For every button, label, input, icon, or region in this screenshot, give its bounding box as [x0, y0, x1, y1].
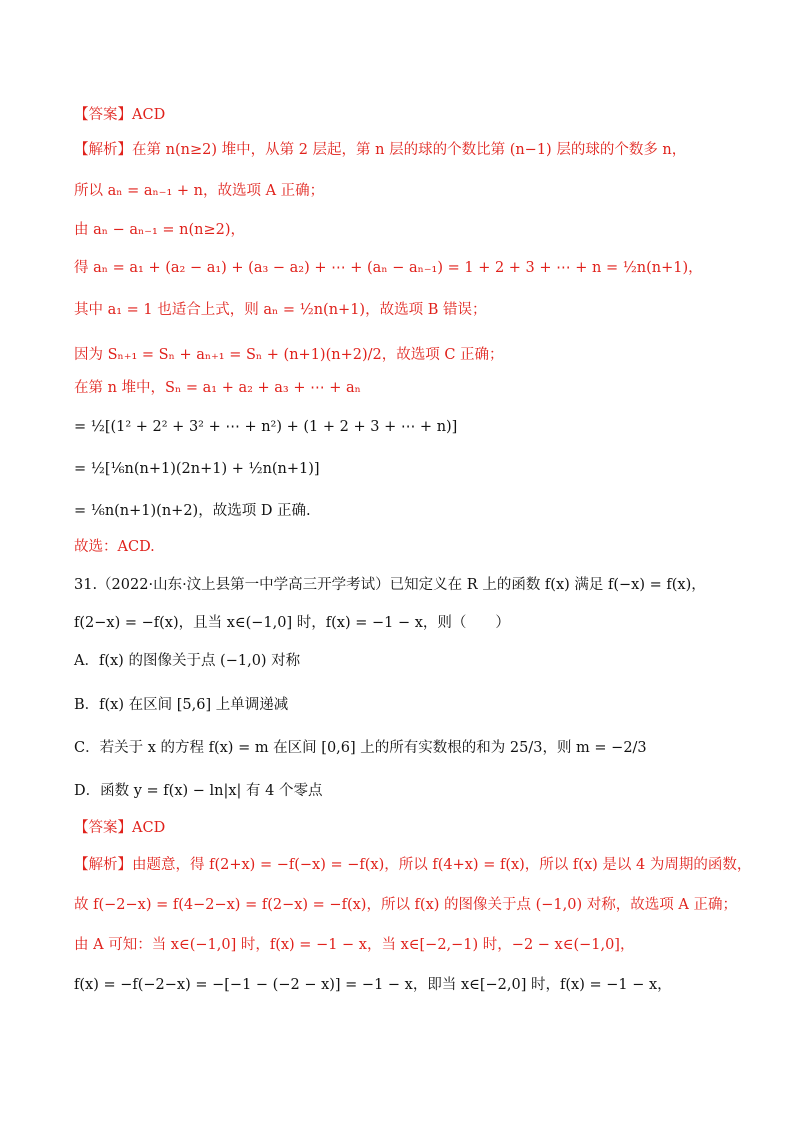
- text-line-l10: = ½[⅙n(n+1)(2n+1) + ½n(n+1)]: [74, 461, 320, 477]
- text-line-l14: f(2−x) = −f(x)，且当 x∈(−1,0] 时，f(x) = −1 − x，则（ ）: [74, 615, 510, 631]
- text-line-l13: 31.（2022·山东·汶上县第一中学高三开学考试）已知定义在 R 上的函数 f(x) 满足 f(−x) = f(x)，: [74, 577, 706, 593]
- text-line-l9: = ½[(1² + 2² + 3² + ⋯ + n²) + (1 + 2 + 3 + ⋯ + n)]: [74, 419, 458, 435]
- text-line-l1: 【答案】ACD: [74, 107, 166, 123]
- text-line-l22: 由 A 可知：当 x∈(−1,0] 时，f(x) = −1 − x，当 x∈[−2,−1) 时，−2 − x∈(−1,0]，: [74, 937, 635, 953]
- text-line-l18: D．函数 y = f(x) − ln|x| 有 4 个零点: [74, 783, 323, 799]
- text-line-l3: 所以 aₙ = aₙ₋₁ + n，故选项 A 正确；: [74, 183, 325, 199]
- text-line-l19: 【答案】ACD: [74, 820, 166, 836]
- text-line-l17: C．若关于 x 的方程 f(x) = m 在区间 [0,6] 上的所有实数根的和为 25/3，则 m = −2/3: [74, 740, 647, 756]
- text-line-l11: = ⅙n(n+1)(n+2)，故选项 D 正确.: [74, 503, 311, 519]
- text-line-l7: 因为 Sₙ₊₁ = Sₙ + aₙ₊₁ = Sₙ + (n+1)(n+2)/2，故选项 C 正确；: [74, 347, 504, 363]
- text-line-l23: f(x) = −f(−2−x) = −[−1 − (−2 − x)] = −1 − x，即当 x∈[−2,0] 时，f(x) = −1 − x，: [74, 977, 672, 993]
- text-line-l16: B．f(x) 在区间 [5,6] 上单调递减: [74, 697, 289, 713]
- text-line-l21: 故 f(−2−x) = f(4−2−x) = f(2−x) = −f(x)，所以 f(x) 的图像关于点 (−1,0) 对称，故选项 A 正确；: [74, 897, 737, 913]
- text-line-l2: 【解析】在第 n(n≥2) 堆中，从第 2 层起，第 n 层的球的个数比第 (n−1) 层的球的个数多 n，: [74, 142, 687, 158]
- text-line-l6: 其中 a₁ = 1 也适合上式，则 aₙ = ½n(n+1)，故选项 B 错误；: [74, 302, 487, 318]
- text-line-l5: 得 aₙ = a₁ + (a₂ − a₁) + (a₃ − a₂) + ⋯ + (aₙ − aₙ₋₁) = 1 + 2 + 3 + ⋯ + n = ½n(n+1)，: [74, 260, 703, 276]
- text-line-l15: A．f(x) 的图像关于点 (−1,0) 对称: [74, 653, 301, 669]
- text-line-l8: 在第 n 堆中，Sₙ = a₁ + a₂ + a₃ + ⋯ + aₙ: [74, 380, 361, 396]
- text-line-l12: 故选：ACD.: [74, 539, 155, 555]
- text-line-l20: 【解析】由题意，得 f(2+x) = −f(−x) = −f(x)，所以 f(4+x) = f(x)，所以 f(x) 是以 4 为周期的函数，: [74, 857, 752, 873]
- text-line-l4: 由 aₙ − aₙ₋₁ = n(n≥2)，: [74, 222, 246, 238]
